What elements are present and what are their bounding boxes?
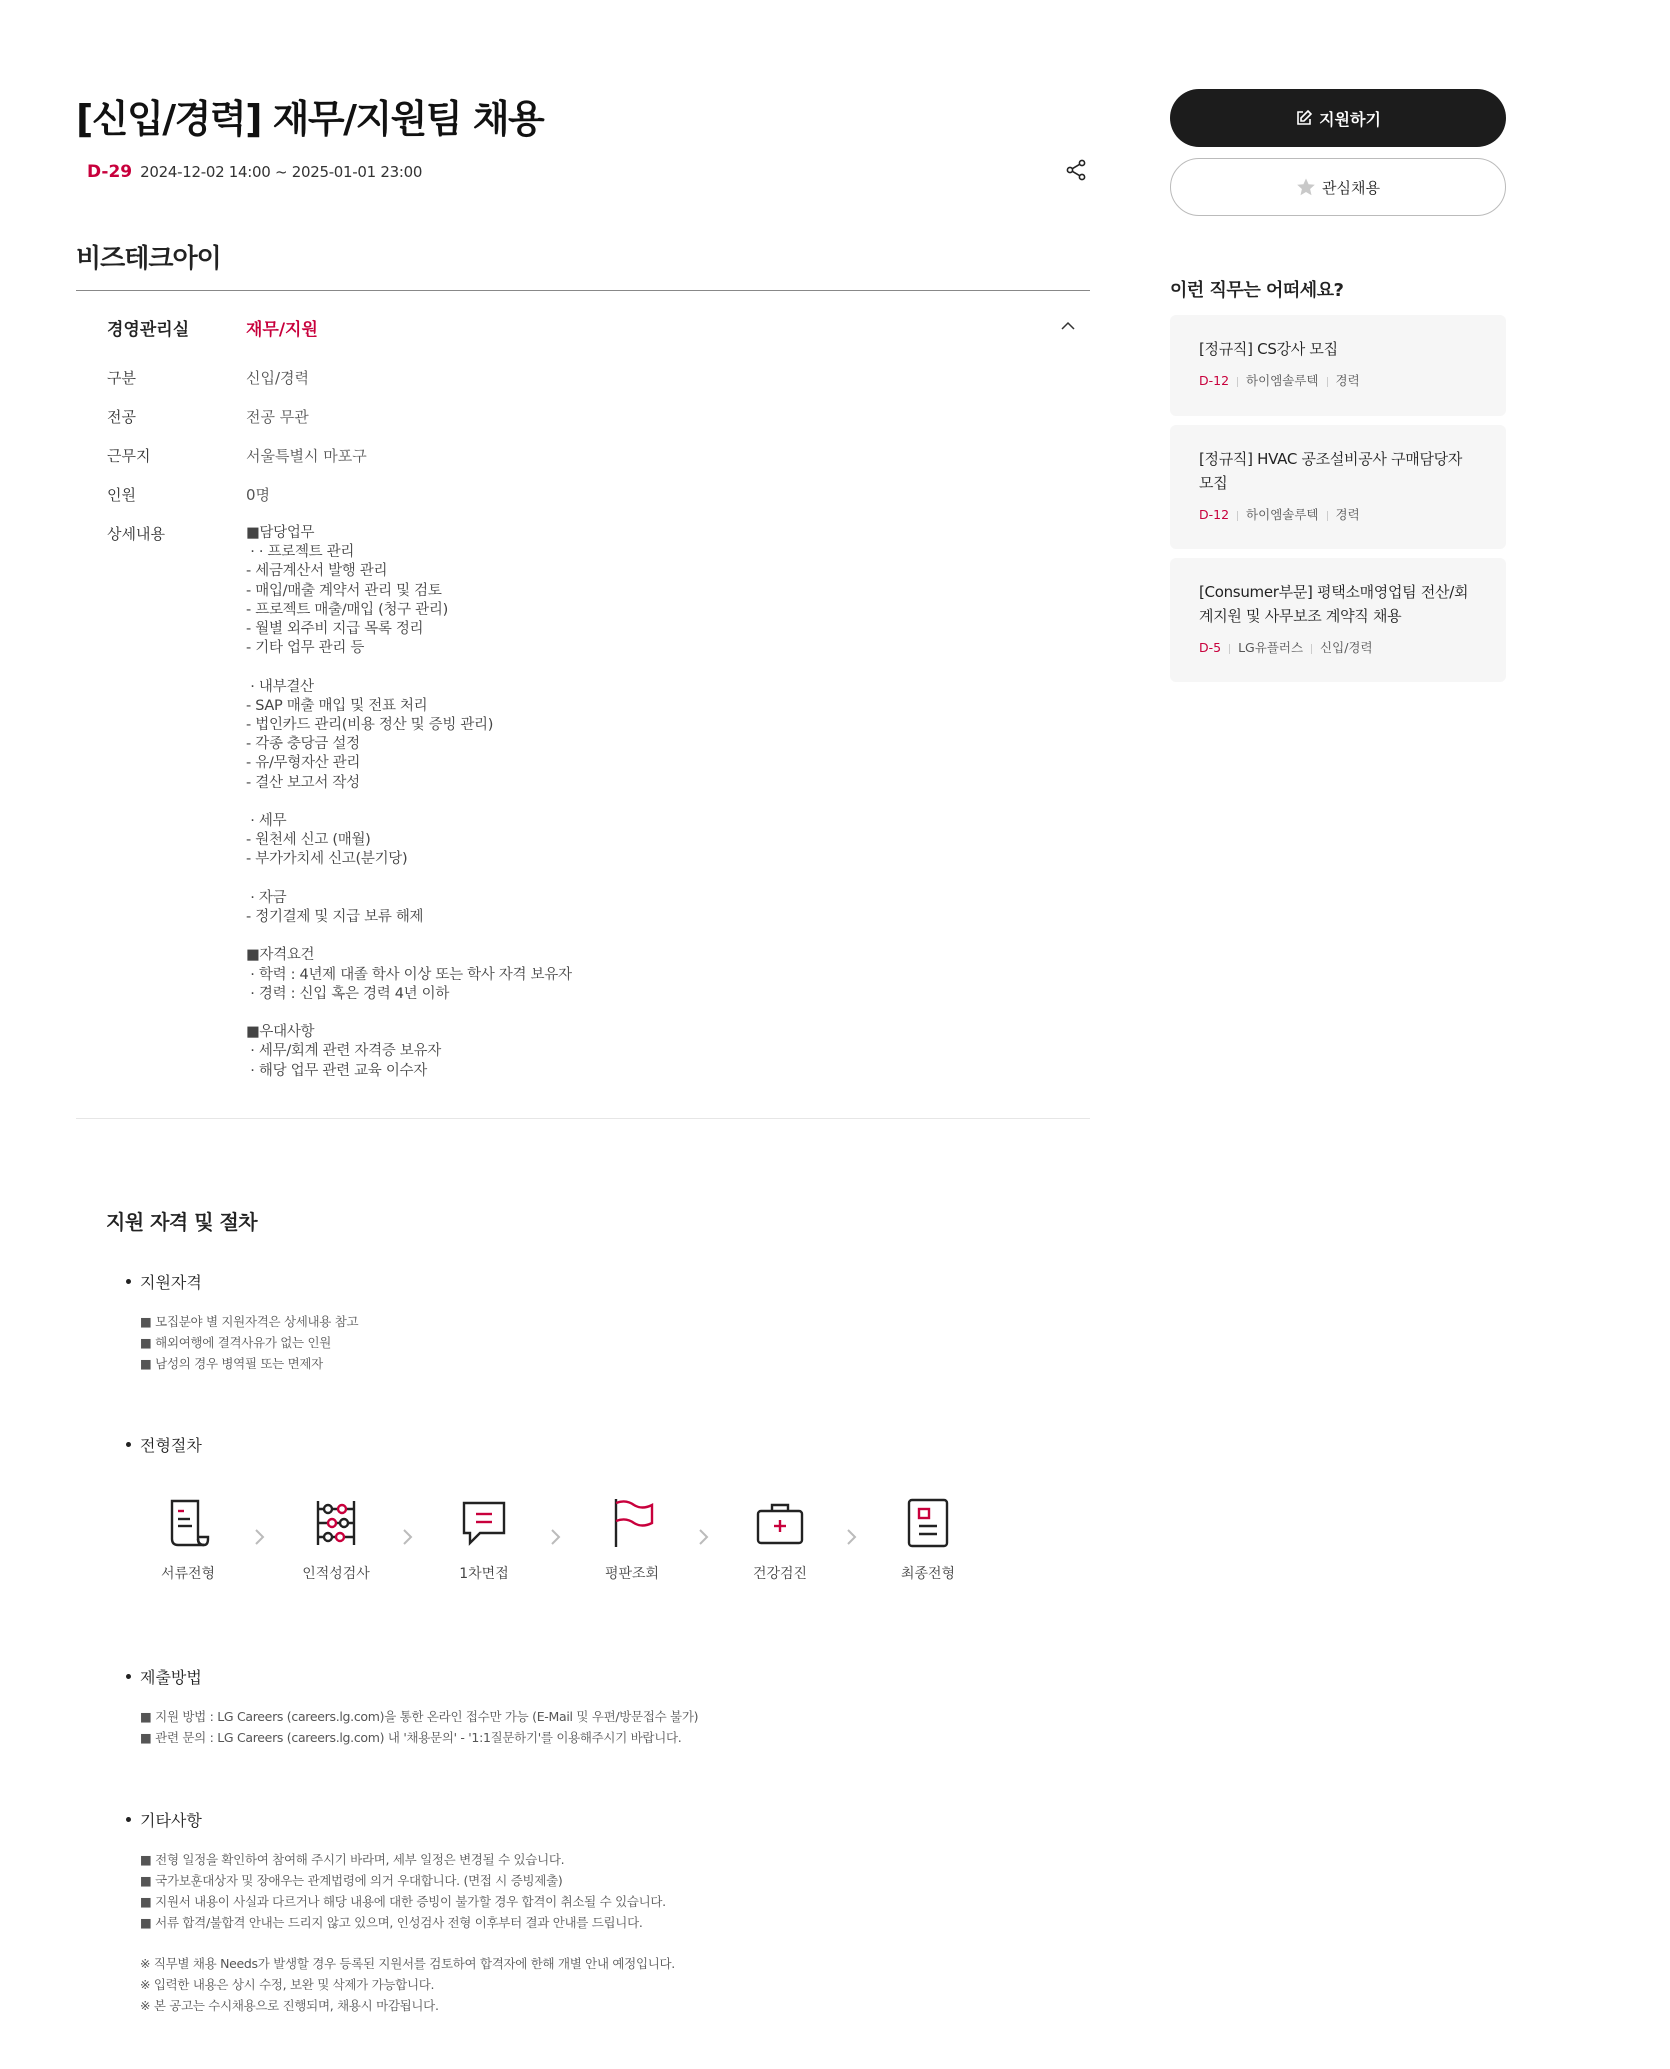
- process-step: [286, 1495, 386, 1583]
- favorite-label: 관심채용: [1322, 178, 1380, 197]
- eligibility-item: ■ 해외여행에 결격사유가 없는 인원: [140, 1335, 332, 1350]
- info-value: 서울특별시 마포구: [246, 447, 367, 465]
- step-label: 최종전형: [900, 1566, 956, 1582]
- card-company: 하이엠솔루텍: [1246, 507, 1319, 522]
- chevron-right-icon: [696, 1527, 712, 1547]
- step-label: 평판조회: [604, 1566, 660, 1582]
- section-title: 지원 자격 및 절차: [106, 1210, 258, 1234]
- card-dday: D-12: [1199, 373, 1230, 388]
- card-meta: [1199, 505, 1478, 523]
- card-meta: [1199, 371, 1478, 389]
- etc-item: ■ 서류 합격/불합격 안내는 드리지 않고 있으며, 인성검사 전형 이후부터 결과 안내를 드립니다.: [140, 1915, 643, 1930]
- note-item: ※ 본 공고는 수시채용으로 진행되며, 채용시 마감됩니다.: [140, 1998, 439, 2013]
- document-icon: [160, 1495, 216, 1551]
- chevron-right-icon: [252, 1527, 268, 1547]
- chevron-right-icon: [400, 1527, 416, 1547]
- medical-kit-icon: [752, 1495, 808, 1551]
- share-icon[interactable]: [1064, 158, 1088, 182]
- info-label: 상세내용: [107, 525, 165, 543]
- card-title: [정규직] CS강사 모집: [1199, 340, 1338, 358]
- chevron-up-icon[interactable]: [1058, 316, 1078, 336]
- submission-item: ■ 관련 문의 : LG Careers (careers.lg.com) 내 '채용문의' - '1:1질문하기'를 이용해주시기 바랍니다.: [140, 1730, 682, 1745]
- dday-badge: D-29: [87, 162, 133, 182]
- note-item: ※ 직무별 채용 Needs가 발생할 경우 등록된 지원서를 검토하여 합격자에 한해 개별 안내 예정입니다.: [140, 1956, 675, 1971]
- step-label: 건강검진: [752, 1566, 808, 1582]
- step-label: 서류전형: [160, 1566, 216, 1582]
- note-item: ※ 입력한 내용은 상시 수정, 보완 및 삭제가 가능합니다.: [140, 1977, 435, 1992]
- etc-title: 기타사항: [126, 1808, 202, 1831]
- chevron-right-icon: [844, 1527, 860, 1547]
- process-title: 전형절차: [126, 1433, 202, 1456]
- flag-icon: [604, 1495, 660, 1551]
- etc-item: ■ 전형 일정을 확인하여 참여해 주시기 바라며, 세부 일정은 변경될 수 있습니다.: [140, 1852, 565, 1867]
- recommend-card[interactable]: [1170, 558, 1506, 682]
- card-dday: D-5: [1199, 640, 1222, 655]
- info-label: 구분: [107, 369, 136, 387]
- process-step: [878, 1495, 978, 1583]
- divider: [76, 290, 1090, 291]
- card-title: [정규직] HVAC 공조설비공사 구매담당자 모집: [1199, 450, 1463, 492]
- eligibility-item: ■ 모집분야 별 지원자격은 상세내용 참고: [140, 1314, 359, 1329]
- chevron-right-icon: [548, 1527, 564, 1547]
- card-type: 경력: [1335, 373, 1360, 388]
- process-step: [730, 1495, 830, 1583]
- card-meta: [1199, 638, 1478, 656]
- divider: [76, 1118, 1090, 1119]
- step-label: 1차면접: [459, 1566, 509, 1582]
- job-name: 재무/지원: [246, 320, 318, 340]
- eligibility-title: 지원자격: [126, 1270, 202, 1293]
- chat-icon: [456, 1495, 512, 1551]
- period-text: 2024-12-02 14:00 ~ 2025-01-01 23:00: [140, 163, 423, 181]
- info-value: 0명: [246, 486, 271, 504]
- card-company: LG유플러스: [1238, 640, 1304, 655]
- department-name: 경영관리실: [107, 320, 190, 340]
- abacus-icon: [308, 1495, 364, 1551]
- submission-item: ■ 지원 방법 : LG Careers (careers.lg.com)을 통한 온라인 접수만 가능 (E-Mail 및 우편/방문접수 불가): [140, 1709, 699, 1724]
- process-step: [138, 1495, 238, 1583]
- page-title: [신입/경력] 재무/지원팀 채용: [76, 97, 544, 141]
- info-value: 전공 무관: [246, 408, 309, 426]
- card-type: 경력: [1335, 507, 1360, 522]
- etc-item: ■ 국가보훈대상자 및 장애우는 관계법령에 의거 우대합니다. (면접 시 증빙제출): [140, 1873, 563, 1888]
- recommend-card[interactable]: [1170, 315, 1506, 416]
- star-icon: [1296, 177, 1316, 197]
- job-detail-text: ■담당업무 · · 프로젝트 관리 - 세금계산서 발행 관리 - 매입/매출 계약서 관리 및 검토 - 프로젝트 매출/매입 (청구 관리) - 월별 외주비 지급 목록 정리 - 기타 업무 관리 등 · 내부결산 - SAP 매출 매입 및 전표 처리 - 법인카드 관리(비용 정산 및 증빙 관리) - 각종 충당금 설정 - 유/무형자산 관리 - 결산 보고서 작성 · 세무 - 원천세 신고 (매월) - 부가가치세 신고(분기당) · 자금 - 정기결제 및 지급 보류 해제 ■자격요건 · 학력 : 4년제 대졸 학사 이상 또는 학사 자격 보유자 · 경력 : 신입 혹은 경력 4년 이하 ■우대사항 · 세무/회계 관련 자격증 보유자 · 해당 업무 관련 교육 이수자: [246, 525, 572, 1079]
- etc-item: ■ 지원서 내용이 사실과 다르거나 해당 내용에 대한 증빙이 불가할 경우 합격이 취소될 수 있습니다.: [140, 1894, 666, 1909]
- process-step: [582, 1495, 682, 1583]
- favorite-button[interactable]: [1170, 158, 1506, 216]
- card-title: [Consumer부문] 평택소매영업팀 전산/회계지원 및 사무보조 계약직 채용: [1199, 583, 1469, 625]
- card-type: 신입/경력: [1320, 640, 1373, 655]
- recommend-card[interactable]: [1170, 425, 1506, 549]
- recommend-title: 이런 직무는 어떠세요?: [1170, 280, 1344, 301]
- step-label: 인적성검사: [302, 1566, 370, 1582]
- card-company: 하이엠솔루텍: [1246, 373, 1319, 388]
- submission-title: 제출방법: [126, 1665, 202, 1688]
- card-dday: D-12: [1199, 507, 1230, 522]
- id-card-icon: [900, 1495, 956, 1551]
- info-label: 인원: [107, 486, 136, 504]
- apply-button[interactable]: [1170, 89, 1506, 147]
- info-label: 전공: [107, 408, 136, 426]
- apply-label: 지원하기: [1319, 109, 1381, 129]
- eligibility-item: ■ 남성의 경우 병역필 또는 면제자: [140, 1356, 323, 1371]
- company-name: 비즈테크아이: [76, 244, 221, 274]
- edit-icon: [1295, 109, 1313, 127]
- info-value: 신입/경력: [246, 369, 310, 387]
- application-period: [87, 162, 422, 182]
- info-label: 근무지: [107, 447, 151, 465]
- process-step: [434, 1495, 534, 1583]
